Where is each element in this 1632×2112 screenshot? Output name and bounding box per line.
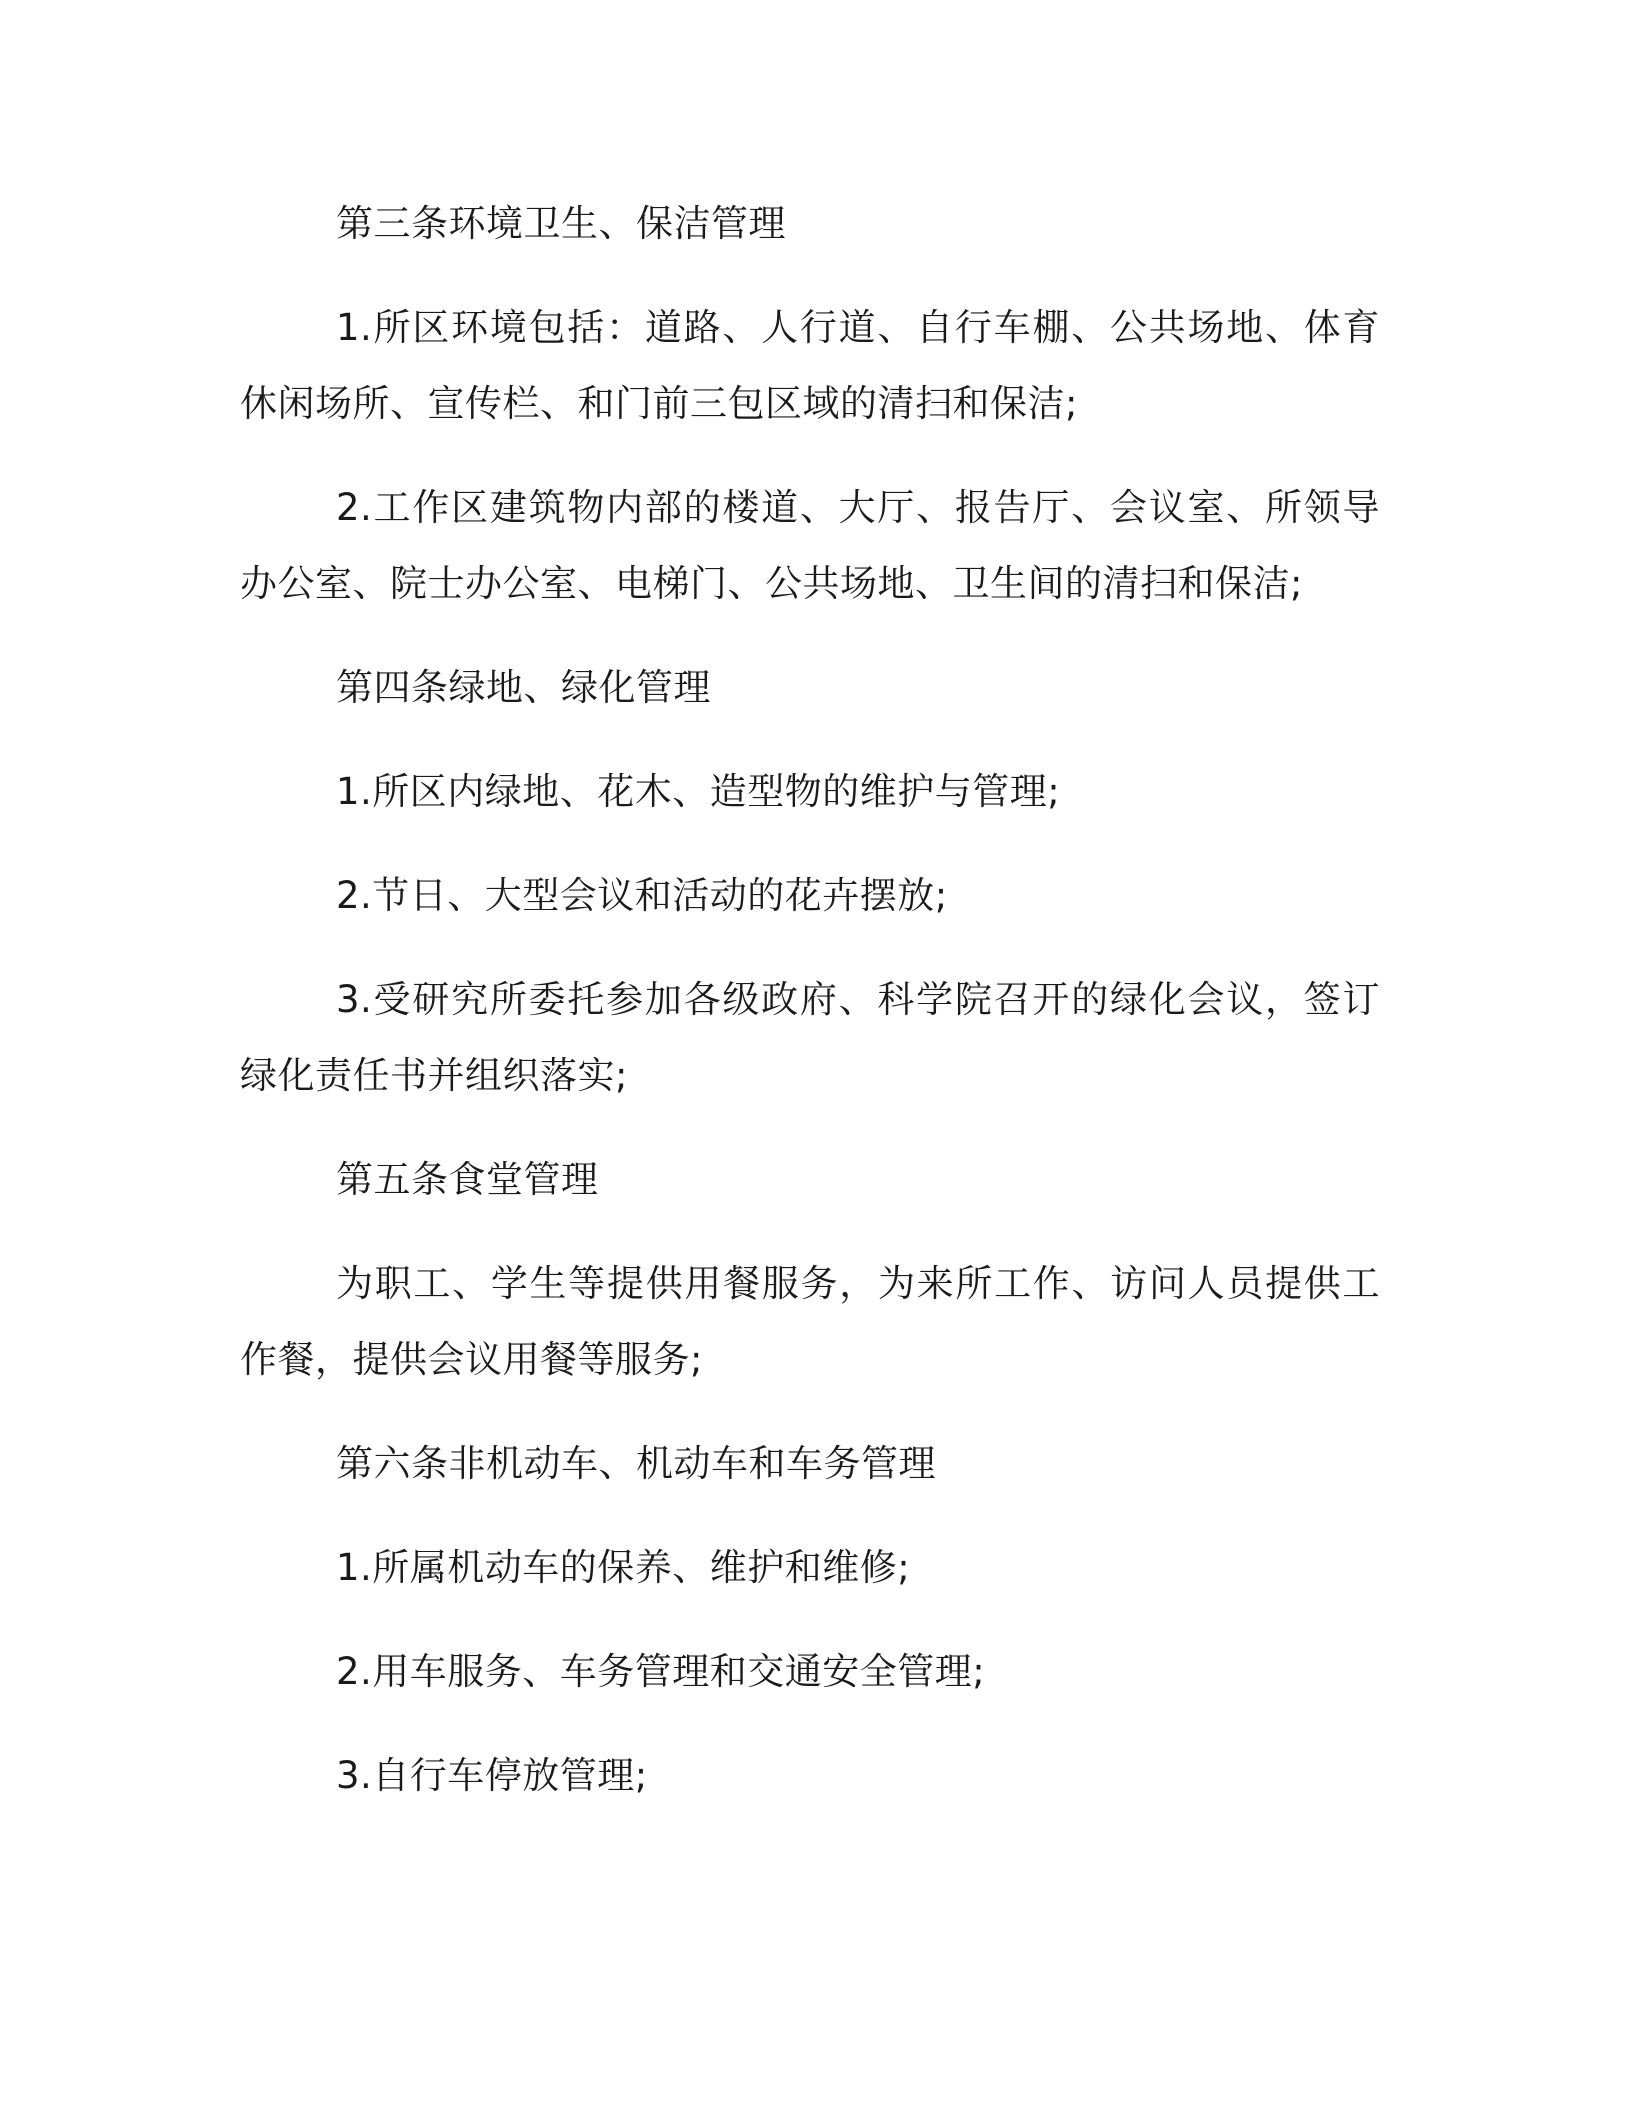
paragraph-item: 3.自行车停放管理; [336,1754,648,1797]
paragraph-item: 3.受研究所委托参加各级政府、科学院召开的绿化会议，签订绿化责任书并组织落实; [240,978,1380,1097]
section-heading-4: 第四条绿地、绿化管理 [336,666,711,709]
paragraph-item: 为职工、学生等提供用餐服务，为来所工作、访问人员提供工作餐，提供会议用餐等服务; [240,1262,1380,1381]
paragraph-item: 1.所区内绿地、花木、造型物的维护与管理; [336,770,1061,813]
paragraph-item: 2.节日、大型会议和活动的花卉摆放; [336,874,948,917]
paragraph-item: 2.工作区建筑物内部的楼道、大厅、报告厅、会议室、所领导办公室、院士办公室、电梯门、公共场地、卫生间的清扫和保洁; [240,486,1380,605]
paragraph-item: 1.所区环境包括：道路、人行道、自行车棚、公共场地、体育休闲场所、宣传栏、和门前三包区域的清扫和保洁; [240,306,1380,425]
section-heading-3: 第三条环境卫生、保洁管理 [336,202,786,245]
paragraph-item: 1.所属机动车的保养、维护和维修; [336,1546,911,1589]
document-page [240,186,1380,1842]
section-heading-6: 第六条非机动车、机动车和车务管理 [336,1442,936,1485]
paragraph-item: 2.用车服务、车务管理和交通安全管理; [336,1650,986,1693]
section-heading-5: 第五条食堂管理 [336,1158,599,1201]
